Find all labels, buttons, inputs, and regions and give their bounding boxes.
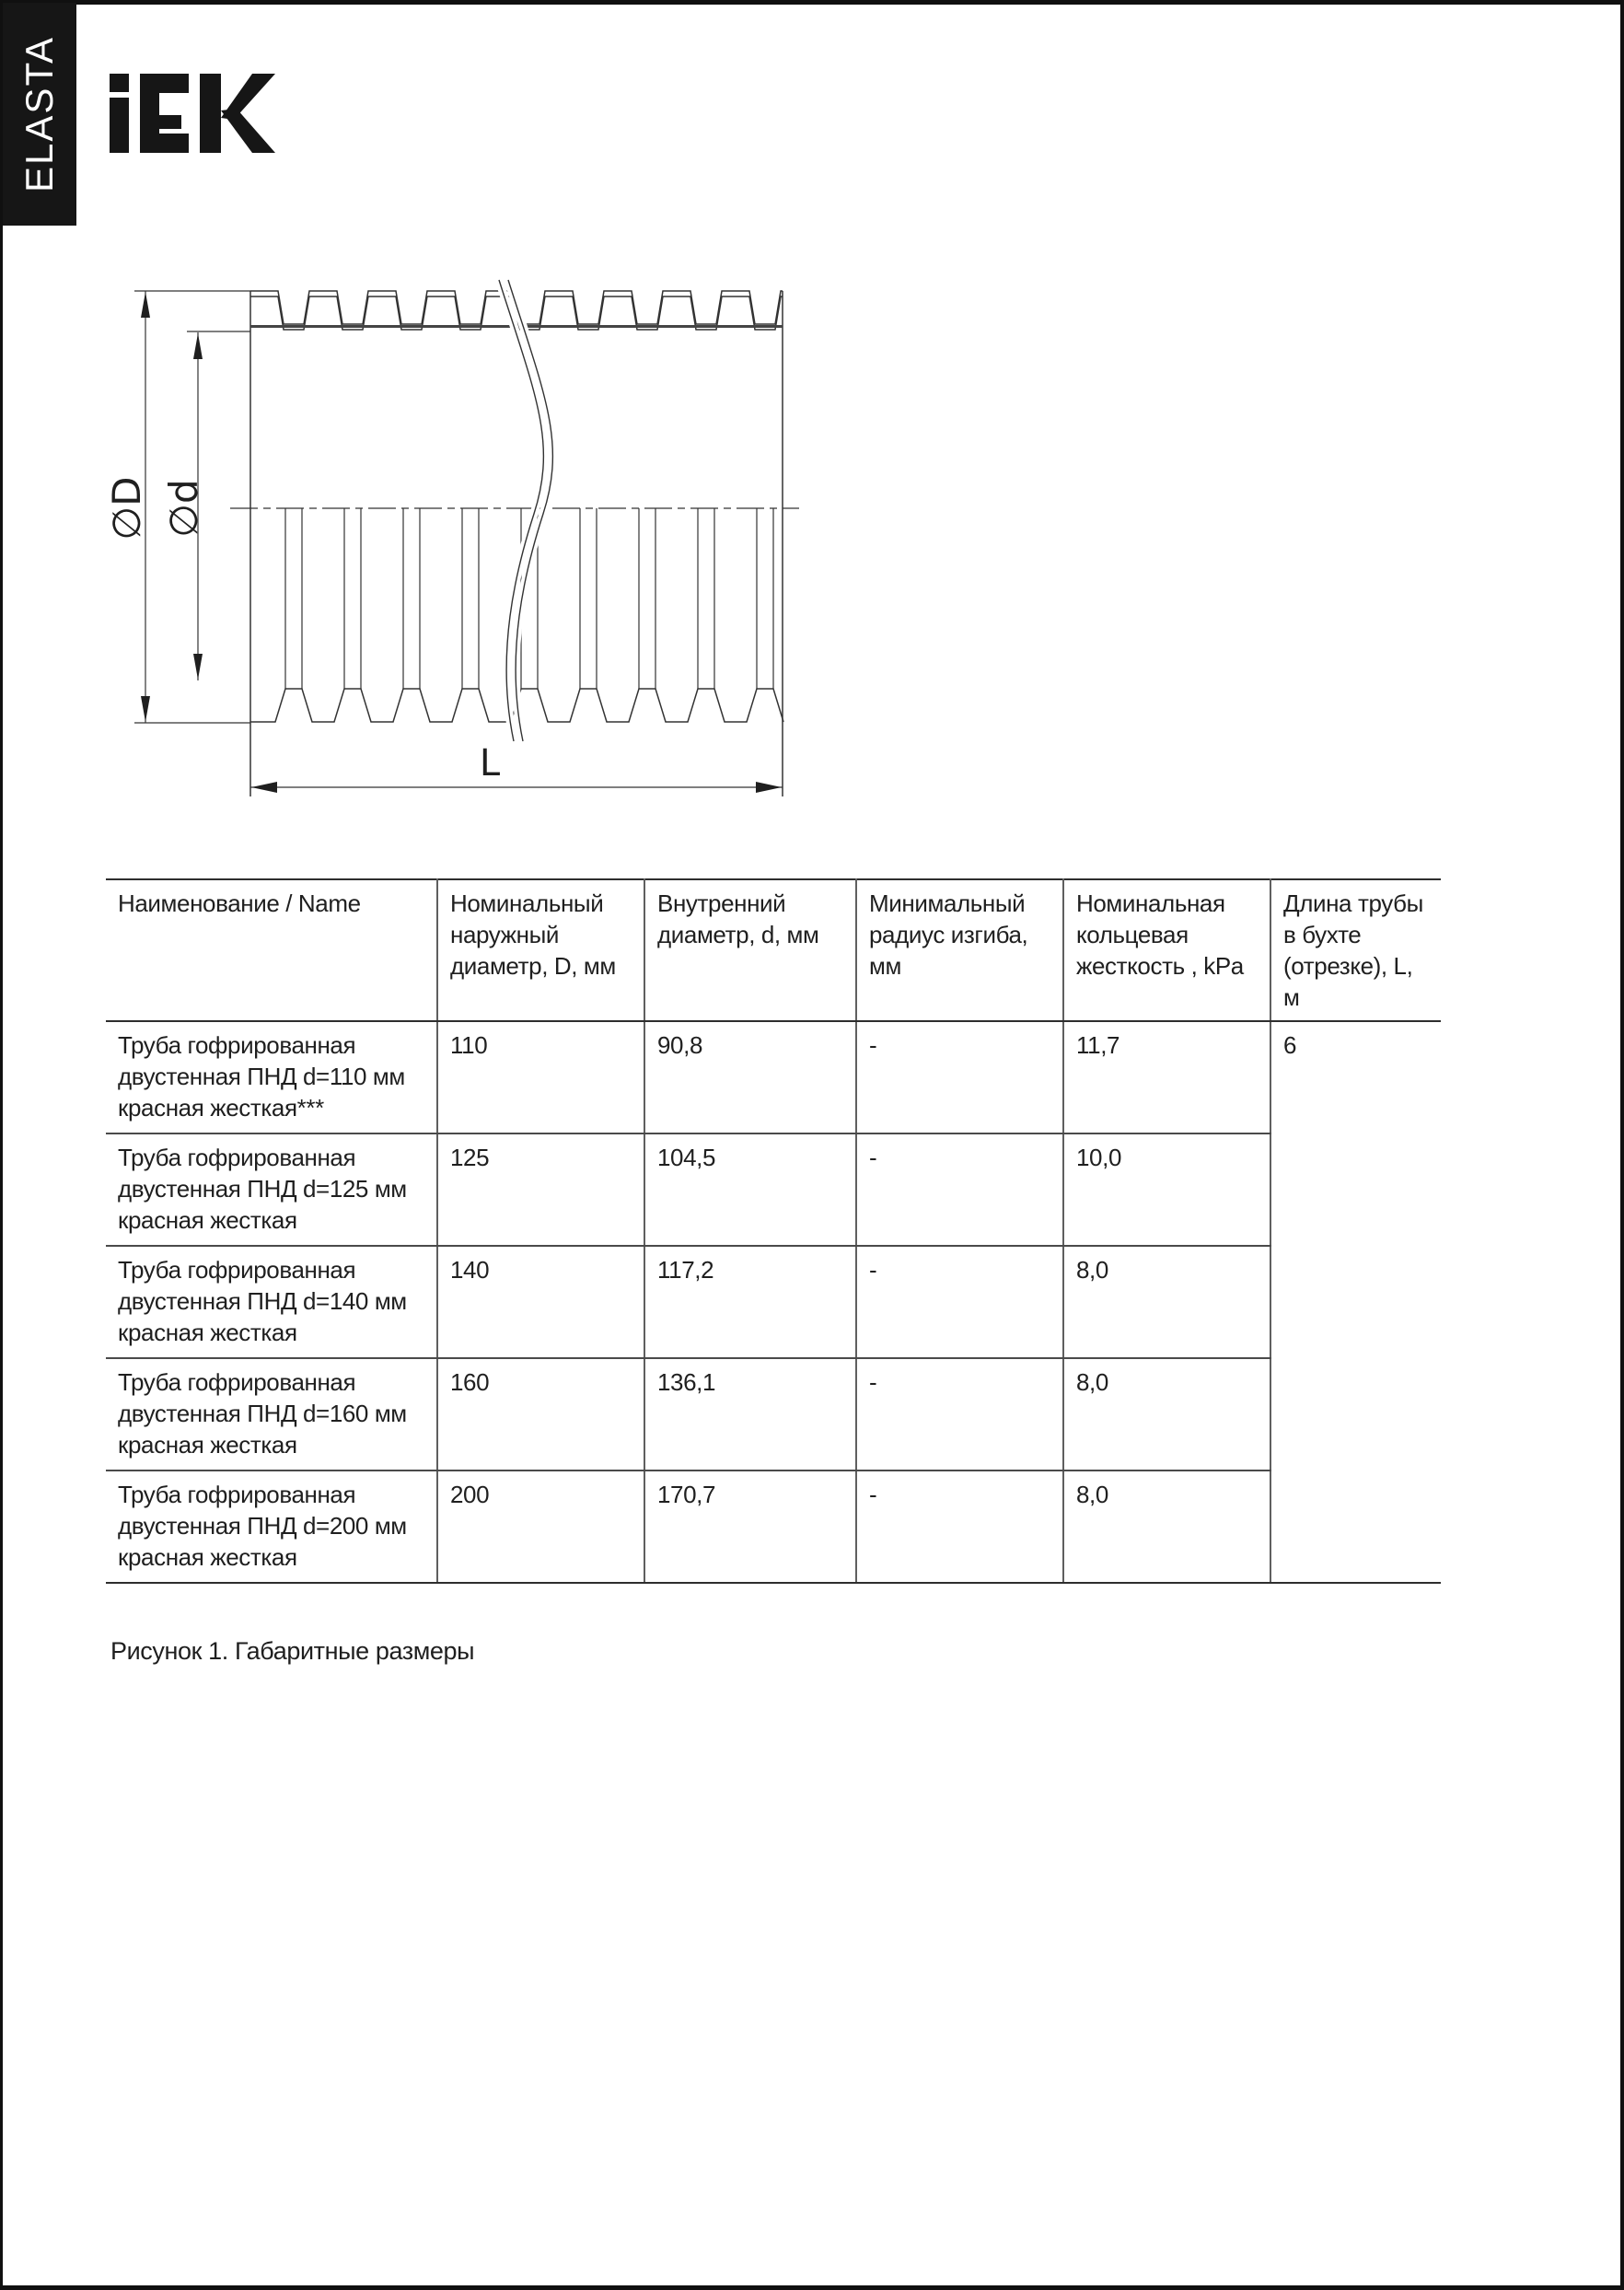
cell-name: Труба гофрированная двустенная ПНД d=125 мм красная жесткая: [106, 1133, 437, 1246]
pipe-dimension-drawing: [83, 267, 829, 820]
page-border-top: [0, 0, 1624, 5]
outer-diameter-label: ∅D: [104, 476, 149, 541]
table-header-row: [106, 879, 1441, 1021]
header-bend-radius: Минимальный радиус изгиба, мм: [856, 879, 1063, 1021]
page-border-bottom: [0, 2285, 1624, 2290]
cell-outer-diameter: 140: [437, 1246, 644, 1358]
page-border-left: [0, 0, 3, 2290]
cell-name: Труба гофрированная двустенная ПНД d=110 мм красная жесткая***: [106, 1021, 437, 1133]
cell-inner-diameter: 117,2: [644, 1246, 856, 1358]
cell-bend-radius: -: [856, 1246, 1063, 1358]
cell-ring-stiffness: 8,0: [1063, 1246, 1270, 1358]
cell-name: Труба гофрированная двустенная ПНД d=200 мм красная жесткая: [106, 1470, 437, 1583]
cell-name: Труба гофрированная двустенная ПНД d=140 мм красная жесткая: [106, 1246, 437, 1358]
length-label: L: [479, 742, 501, 785]
cell-bend-radius: -: [856, 1133, 1063, 1246]
table-row: [106, 1246, 1441, 1358]
cell-inner-diameter: 136,1: [644, 1358, 856, 1470]
cell-bend-radius: -: [856, 1358, 1063, 1470]
figure-caption: Рисунок 1. Габаритные размеры: [110, 1637, 475, 1665]
table-row: [106, 1021, 1441, 1133]
cell-length-merged: 6: [1270, 1021, 1441, 1583]
cell-outer-diameter: 160: [437, 1358, 644, 1470]
cell-ring-stiffness: 10,0: [1063, 1133, 1270, 1246]
cell-inner-diameter: 90,8: [644, 1021, 856, 1133]
header-length: Длина трубы в бухте (отрезке), L, м: [1270, 879, 1441, 1021]
table-row: [106, 1358, 1441, 1470]
iek-logo: [108, 72, 275, 155]
cell-bend-radius: -: [856, 1021, 1063, 1133]
table-row: [106, 1133, 1441, 1246]
cell-inner-diameter: 170,7: [644, 1470, 856, 1583]
header-ring-stiffness: Номинальная кольцевая жесткость , kPa: [1063, 879, 1270, 1021]
page-border-right: [1620, 0, 1624, 2290]
cell-outer-diameter: 125: [437, 1133, 644, 1246]
header-name: Наименование / Name: [106, 879, 437, 1021]
cell-outer-diameter: 110: [437, 1021, 644, 1133]
cell-outer-diameter: 200: [437, 1470, 644, 1583]
header-outer-diameter: Номинальный наружный диаметр, D, мм: [437, 879, 644, 1021]
header-inner-diameter: Внутренний диаметр, d, мм: [644, 879, 856, 1021]
inner-diameter-label: ∅d: [161, 479, 206, 538]
series-sidebar: [3, 3, 76, 226]
cell-inner-diameter: 104,5: [644, 1133, 856, 1246]
dimensions-table: [106, 878, 1441, 1584]
cell-ring-stiffness: 8,0: [1063, 1470, 1270, 1583]
series-label: ELASTA: [17, 36, 61, 192]
cell-bend-radius: -: [856, 1470, 1063, 1583]
cell-name: Труба гофрированная двустенная ПНД d=160 мм красная жесткая: [106, 1358, 437, 1470]
cell-ring-stiffness: 8,0: [1063, 1358, 1270, 1470]
cell-ring-stiffness: 11,7: [1063, 1021, 1270, 1133]
table-row: [106, 1470, 1441, 1583]
